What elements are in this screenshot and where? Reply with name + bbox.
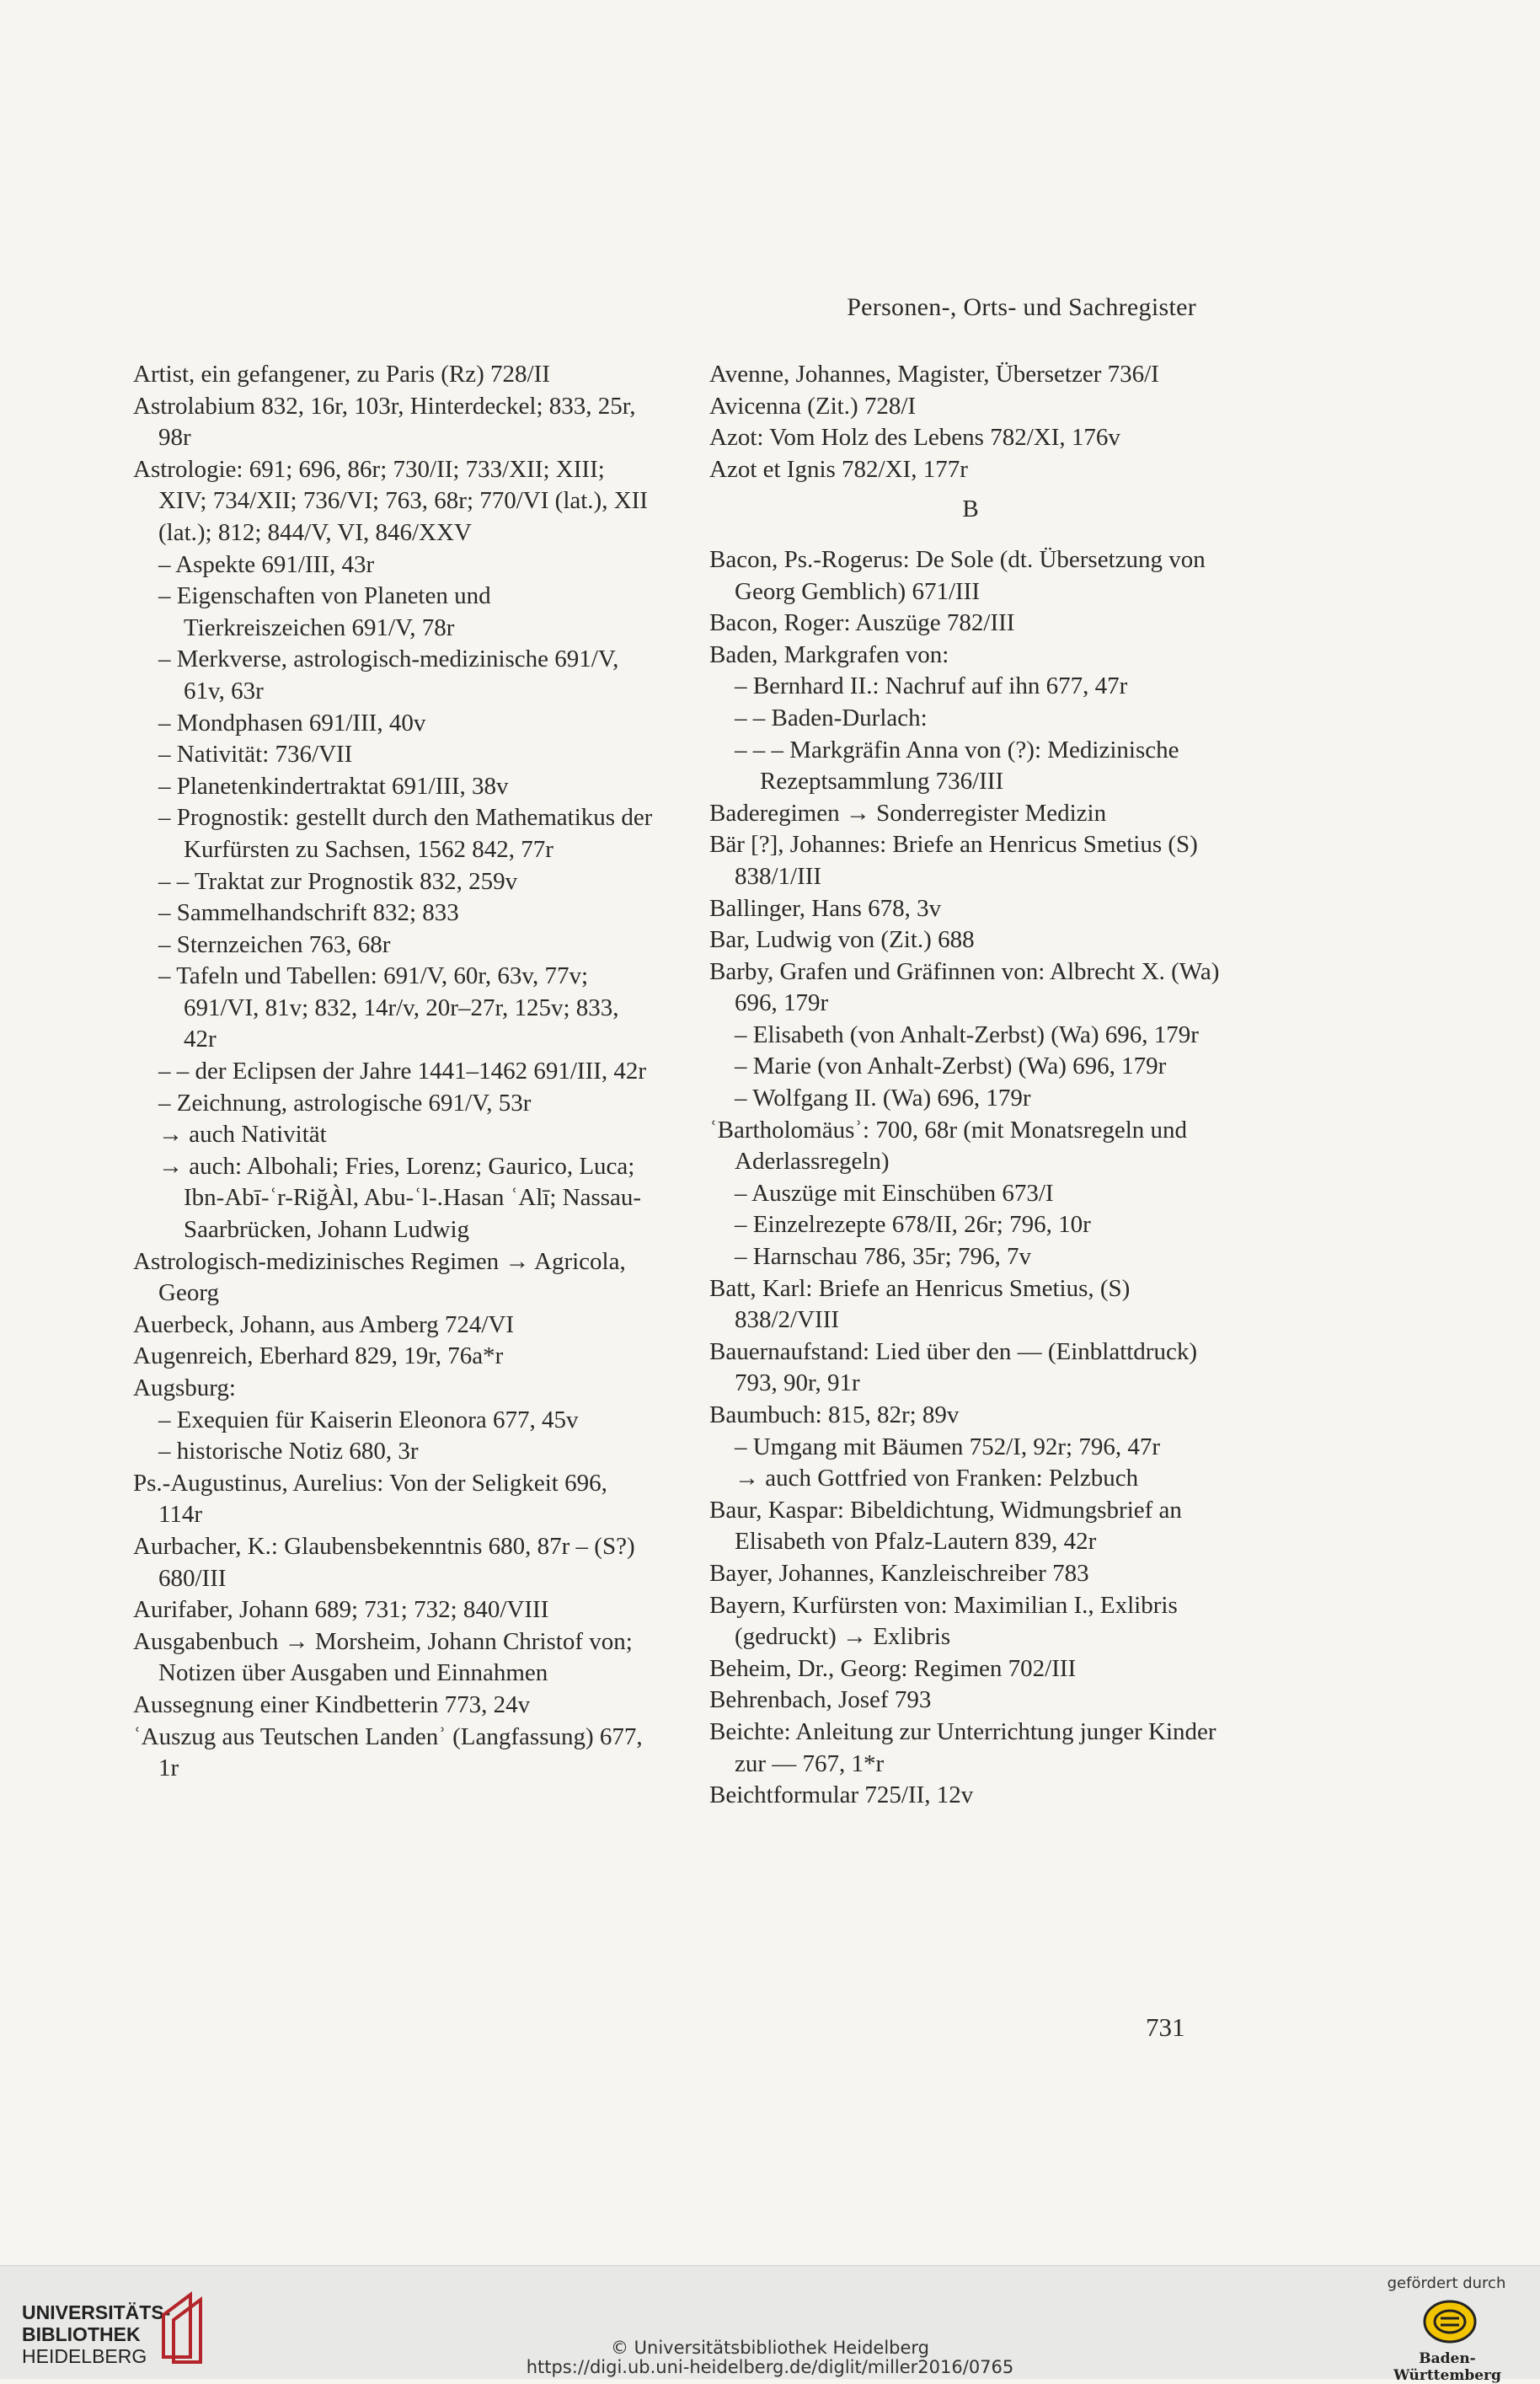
index-entry: – – der Eclipsen der Jahre 1441–1462 691/III, 42r <box>158 1058 647 1085</box>
index-entry: – Auszüge mit Einschüben 673/I <box>735 1179 1054 1207</box>
index-entry: Baur, Kaspar: Bibeldichtung, Widmungsbrief an Elisabeth von Pfalz-Lautern 839, 42r <box>709 1496 1182 1556</box>
index-entry: – historische Notiz 680, 3r <box>158 1438 419 1465</box>
index-entry: Astrologie: 691; 696, 86r; 730/II; 733/XII; XIII; XIV; 734/XII; 736/VI; 763, 68r; 770/VI (lat.), XII (lat.); 812; 844/V, VI, 846/XXV <box>133 455 648 546</box>
index-entry: Beichtformular 725/II, 12v <box>709 1781 974 1809</box>
index-entry: Ausgabenbuch → Morsheim, Johann Christof von; Notizen über Ausgaben und Einnahmen <box>133 1627 633 1687</box>
index-entry: – Sammelhandschrift 832; 833 <box>158 899 459 927</box>
index-entry: Augsburg: <box>133 1374 236 1401</box>
index-entry: – Harnschau 786, 35r; 796, 7v <box>735 1243 1031 1271</box>
index-entry: Avenne, Johannes, Magister, Übersetzer 736/I <box>709 361 1159 388</box>
index-entry: Aussegnung einer Kindbetterin 773, 24v <box>133 1690 531 1718</box>
index-entry: Beichte: Anleitung zur Unterrichtung junger Kinder zur — 767, 1*r <box>709 1717 1216 1777</box>
copyright-text: © Universitätsbibliothek Heidelberg <box>610 2338 929 2358</box>
index-entry: Astrolabium 832, 16r, 103r, Hinterdeckel; 833, 25r, 98r <box>133 392 636 452</box>
index-entry: – Prognostik: gestellt durch den Mathematikus der Kurfürsten zu Sachsen, 1562 842, 77r <box>158 804 653 863</box>
footer-bar <box>0 2265 1540 2384</box>
library-name-line3: HEIDELBERG <box>22 2345 147 2367</box>
index-entry: Auerbeck, Johann, aus Amberg 724/VI <box>133 1310 515 1338</box>
index-entry: Behrenbach, Josef 793 <box>709 1686 932 1714</box>
index-entry: Azot: Vom Holz des Lebens 782/XI, 176v <box>709 424 1120 452</box>
index-entry: Avicenna (Zit.) 728/I <box>709 392 917 420</box>
index-entry: Barby, Grafen und Gräfinnen von: Albrecht X. (Wa) 696, 179r <box>709 957 1220 1017</box>
index-entry: → auch Nativität <box>158 1121 327 1149</box>
index-entry: Ballinger, Hans 678, 3v <box>709 894 942 922</box>
copyright-notice <box>0 2338 1540 2377</box>
index-entry: Beheim, Dr., Georg: Regimen 702/III <box>709 1654 1077 1682</box>
index-entry: Astrologisch-medizinisches Regimen → Agricola, Georg <box>133 1247 626 1307</box>
page-number: 731 <box>1146 2012 1185 2042</box>
index-entry: – Tafeln und Tabellen: 691/V, 60r, 63v, 77v; 691/VI, 81v; 832, 14r/v, 20r–27r, 125v; 833, 42r <box>158 962 619 1053</box>
index-entry: Bar, Ludwig von (Zit.) 688 <box>709 926 975 954</box>
index-entry: Bacon, Ps.-Rogerus: De Sole (dt. Übersetzung von Georg Gemblich) 671/III <box>709 545 1206 605</box>
index-entry: – Sternzeichen 763, 68r <box>158 930 391 958</box>
index-entry: → auch: Albohali; Fries, Lorenz; Gaurico, Luca; Ibn-Abī-ʿr-RiğÀl, Abu-ʿl-.Hasan ʿAlī; Nassau-Saarbrücken, Johann Ludwig <box>158 1152 642 1244</box>
index-entry: Artist, ein gefangener, zu Paris (Rz) 728/II <box>133 361 550 388</box>
index-entry: – – Baden-Durlach: <box>735 704 928 731</box>
index-entry: – Wolfgang II. (Wa) 696, 179r <box>735 1085 1031 1112</box>
index-entry: Bayern, Kurfürsten von: Maximilian I., Exlibris (gedruckt) → Exlibris <box>709 1591 1178 1651</box>
library-name-line1: UNIVERSITÄTS- <box>22 2301 171 2323</box>
index-entry: Baden, Markgrafen von: <box>709 640 949 668</box>
index-entry: – Aspekte 691/III, 43r <box>158 550 375 578</box>
index-entry: – – – Markgräfin Anna von (?): Medizinische Rezeptsammlung 736/III <box>735 736 1179 796</box>
index-entry: → auch Gottfried von Franken: Pelzbuch <box>735 1465 1139 1492</box>
index-entry: Augenreich, Eberhard 829, 19r, 76a*r <box>133 1342 504 1370</box>
index-entry: Baderegimen → Sonderregister Medizin <box>709 799 1107 827</box>
index-entry: – Planetenkindertraktat 691/III, 38v <box>158 772 509 800</box>
index-entry: Bauernaufstand: Lied über den — (Einblattdruck) 793, 90r, 91r <box>709 1337 1197 1397</box>
index-entry: Batt, Karl: Briefe an Henricus Smetius, (S) 838/2/VIII <box>709 1274 1131 1334</box>
permalink-url[interactable]: https://digi.ub.uni-heidelberg.de/diglit/miller2016/0765 <box>526 2357 1014 2377</box>
section-letter: B <box>962 496 979 523</box>
index-entry: – Elisabeth (von Anhalt-Zerbst) (Wa) 696, 179r <box>735 1021 1199 1048</box>
sponsor-label: gefördert durch <box>1387 2274 1506 2292</box>
index-entry: Bacon, Roger: Auszüge 782/III <box>709 609 1015 637</box>
index-entry: – Marie (von Anhalt-Zerbst) (Wa) 696, 179r <box>735 1053 1167 1080</box>
index-entry: – Merkverse, astrologisch-medizinische 691/V, 61v, 63r <box>158 646 619 704</box>
index-entry: – Einzelrezepte 678/II, 26r; 796, 10r <box>735 1211 1091 1239</box>
index-entry: Bär [?], Johannes: Briefe an Henricus Smetius (S) 838/1/III <box>709 831 1198 890</box>
right-column <box>709 359 1232 1812</box>
index-entry: – Mondphasen 691/III, 40v <box>158 709 426 737</box>
page-header: Personen-, Orts- und Sachregister <box>847 293 1196 321</box>
index-entry: Baumbuch: 815, 82r; 89v <box>709 1401 960 1428</box>
index-entry: – Eigenschaften von Planeten und Tierkreiszeichen 691/V, 78r <box>158 582 491 641</box>
index-entry: Bayer, Johannes, Kanzleischreiber 783 <box>709 1559 1089 1587</box>
left-column <box>133 359 655 1785</box>
index-entry: Aurifaber, Johann 689; 731; 732; 840/VIII <box>133 1596 549 1624</box>
index-entry: ʿBartholomäusʾ: 700, 68r (mit Monatsregeln und Aderlassregeln) <box>709 1116 1188 1176</box>
library-name-line2: BIBLIOTHEK <box>22 2323 141 2345</box>
sponsor-name: Baden-Württemberg <box>1393 2350 1501 2384</box>
state-coat-of-arms-icon <box>1420 2296 1479 2347</box>
index-entry: – Exequien für Kaiserin Eleonora 677, 45v <box>158 1406 579 1433</box>
index-entry: Azot et Ignis 782/XI, 177r <box>709 455 968 483</box>
index-entry: Ps.-Augustinus, Aurelius: Von der Seligkeit 696, 114r <box>133 1469 607 1529</box>
index-entry: Aurbacher, K.: Glaubensbekenntnis 680, 87r – (S?) 680/III <box>133 1532 635 1592</box>
index-entry: – Bernhard II.: Nachruf auf ihn 677, 47r <box>735 672 1128 700</box>
index-entry: – Nativität: 736/VII <box>158 741 353 769</box>
index-entry: – Umgang mit Bäumen 752/I, 92r; 796, 47r <box>735 1433 1161 1460</box>
index-entry: ʿAuszug aus Teutschen Landenʾ (Langfassung) 677, 1r <box>133 1722 643 1782</box>
index-entry: – Zeichnung, astrologische 691/V, 53r <box>158 1089 532 1117</box>
index-entry: – – Traktat zur Prognostik 832, 259v <box>158 867 518 895</box>
